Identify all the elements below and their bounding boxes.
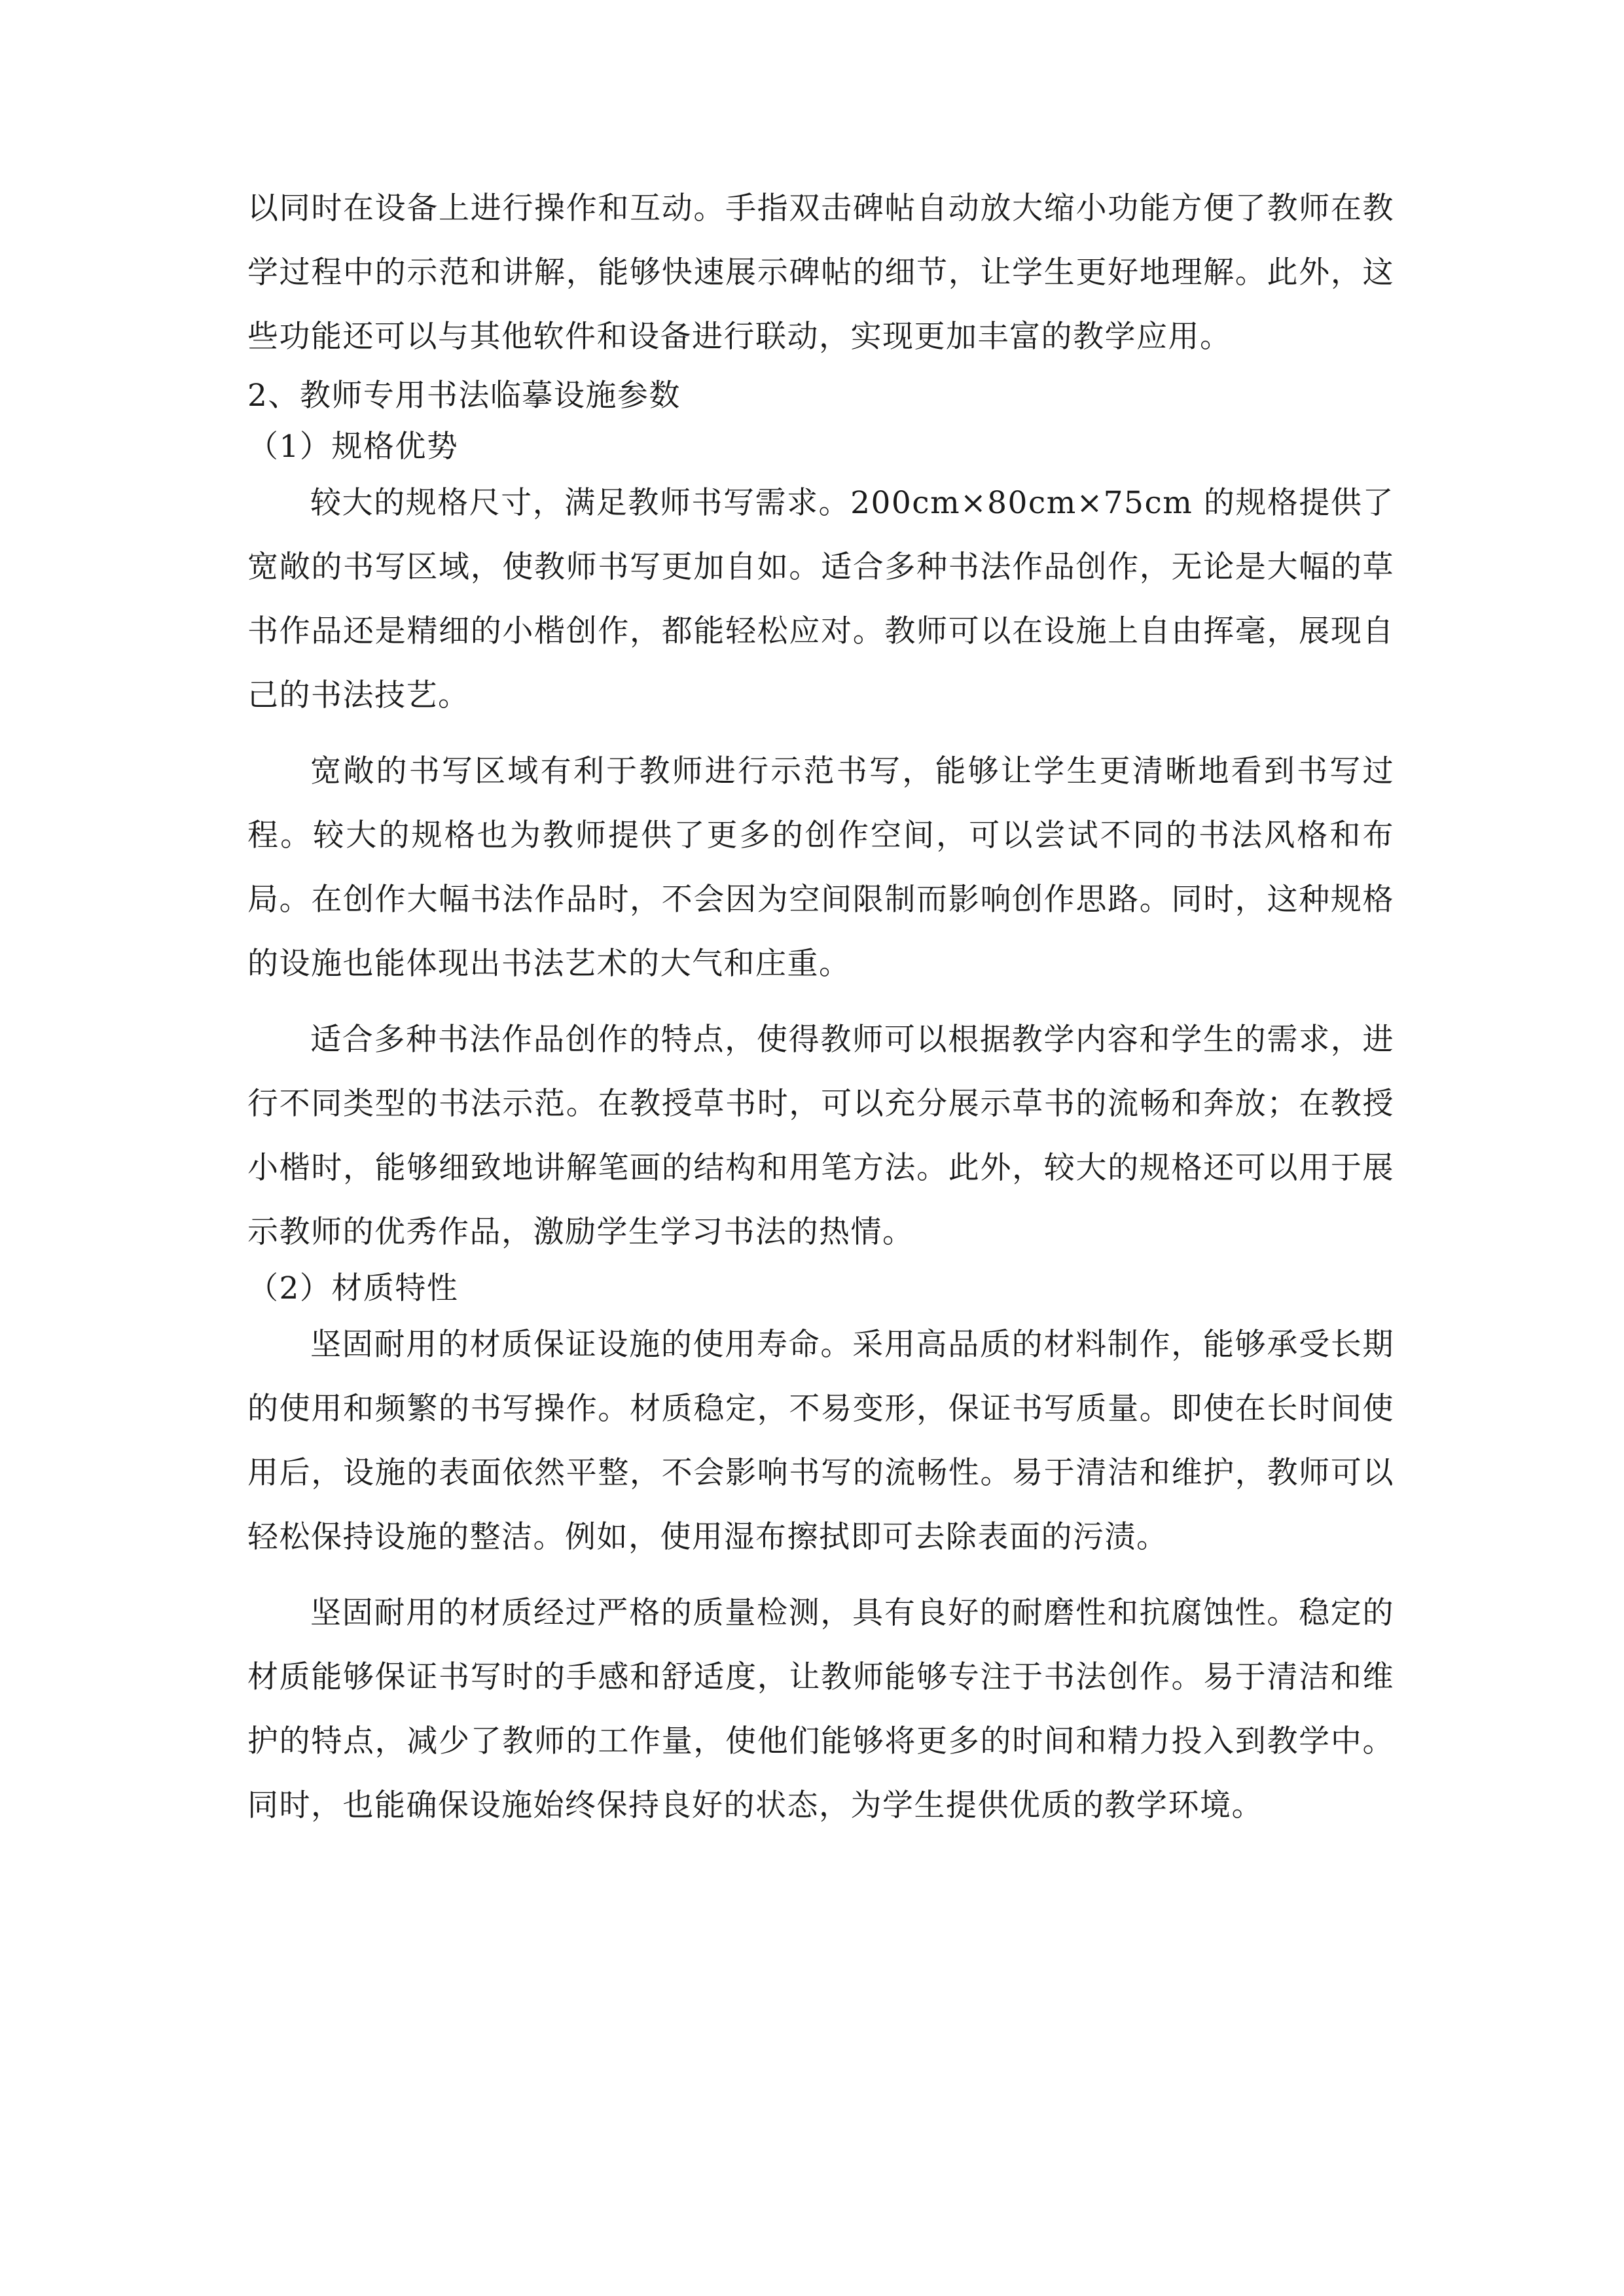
paragraph-spec-3: 适合多种书法作品创作的特点，使得教师可以根据教学内容和学生的需求，进行不同类型的书法示范。在教授草书时，可以充分展示草书的流畅和奔放；在教授小楷时，能够细致地讲解笔画的结构和用笔方法。此外，较大的规格还可以用于展示教师的优秀作品，激励学生学习书法的热情。 (247, 1022, 1394, 1250)
paragraph-material-1: 坚固耐用的材质保证设施的使用寿命。采用高品质的材料制作，能够承受长期的使用和频繁的书写操作。材质稳定，不易变形，保证书写质量。即使在长时间使用后，设施的表面依然平整，不会影响书写的流畅性。易于清洁和维护，教师可以轻松保持设施的整洁。例如，使用湿布擦拭即可去除表面的污渍。 (247, 1327, 1394, 1555)
subsection-heading-spec: （1）规格优势 (247, 429, 459, 465)
paragraph-spec-1: 较大的规格尺寸，满足教师书写需求。200cm×80cm×75cm 的规格提供了宽敞的书写区域，使教师书写更加自如。适合多种书法作品创作，无论是大幅的草书作品还是精细的小楷创作，都能轻松应对。教师可以在设施上自由挥毫，展现自己的书法技艺。 (247, 485, 1394, 713)
subsection-heading-material: （2）材质特性 (247, 1270, 459, 1306)
document-body (247, 177, 1394, 1838)
paragraph-material-2: 坚固耐用的材质经过严格的质量检测，具有良好的耐磨性和抗腐蚀性。稳定的材质能够保证书写时的手感和舒适度，让教师能够专注于书法创作。易于清洁和维护的特点，减少了教师的工作量，使他们能够将更多的时间和精力投入到教学中。同时，也能确保设施始终保持良好的状态，为学生提供优质的教学环境。 (247, 1595, 1394, 1823)
section-heading: 2、教师专用书法临摹设施参数 (247, 378, 681, 414)
paragraph-spec-2: 宽敞的书写区域有利于教师进行示范书写，能够让学生更清晰地看到书写过程。较大的规格也为教师提供了更多的创作空间，可以尝试不同的书法风格和布局。在创作大幅书法作品时，不会因为空间限制而影响创作思路。同时，这种规格的设施也能体现出书法艺术的大气和庄重。 (247, 753, 1394, 982)
paragraph-continuation: 以同时在设备上进行操作和互动。手指双击碑帖自动放大缩小功能方便了教师在教学过程中的示范和讲解，能够快速展示碑帖的细节，让学生更好地理解。此外，这些功能还可以与其他软件和设备进行联动，实现更加丰富的教学应用。 (247, 190, 1394, 355)
